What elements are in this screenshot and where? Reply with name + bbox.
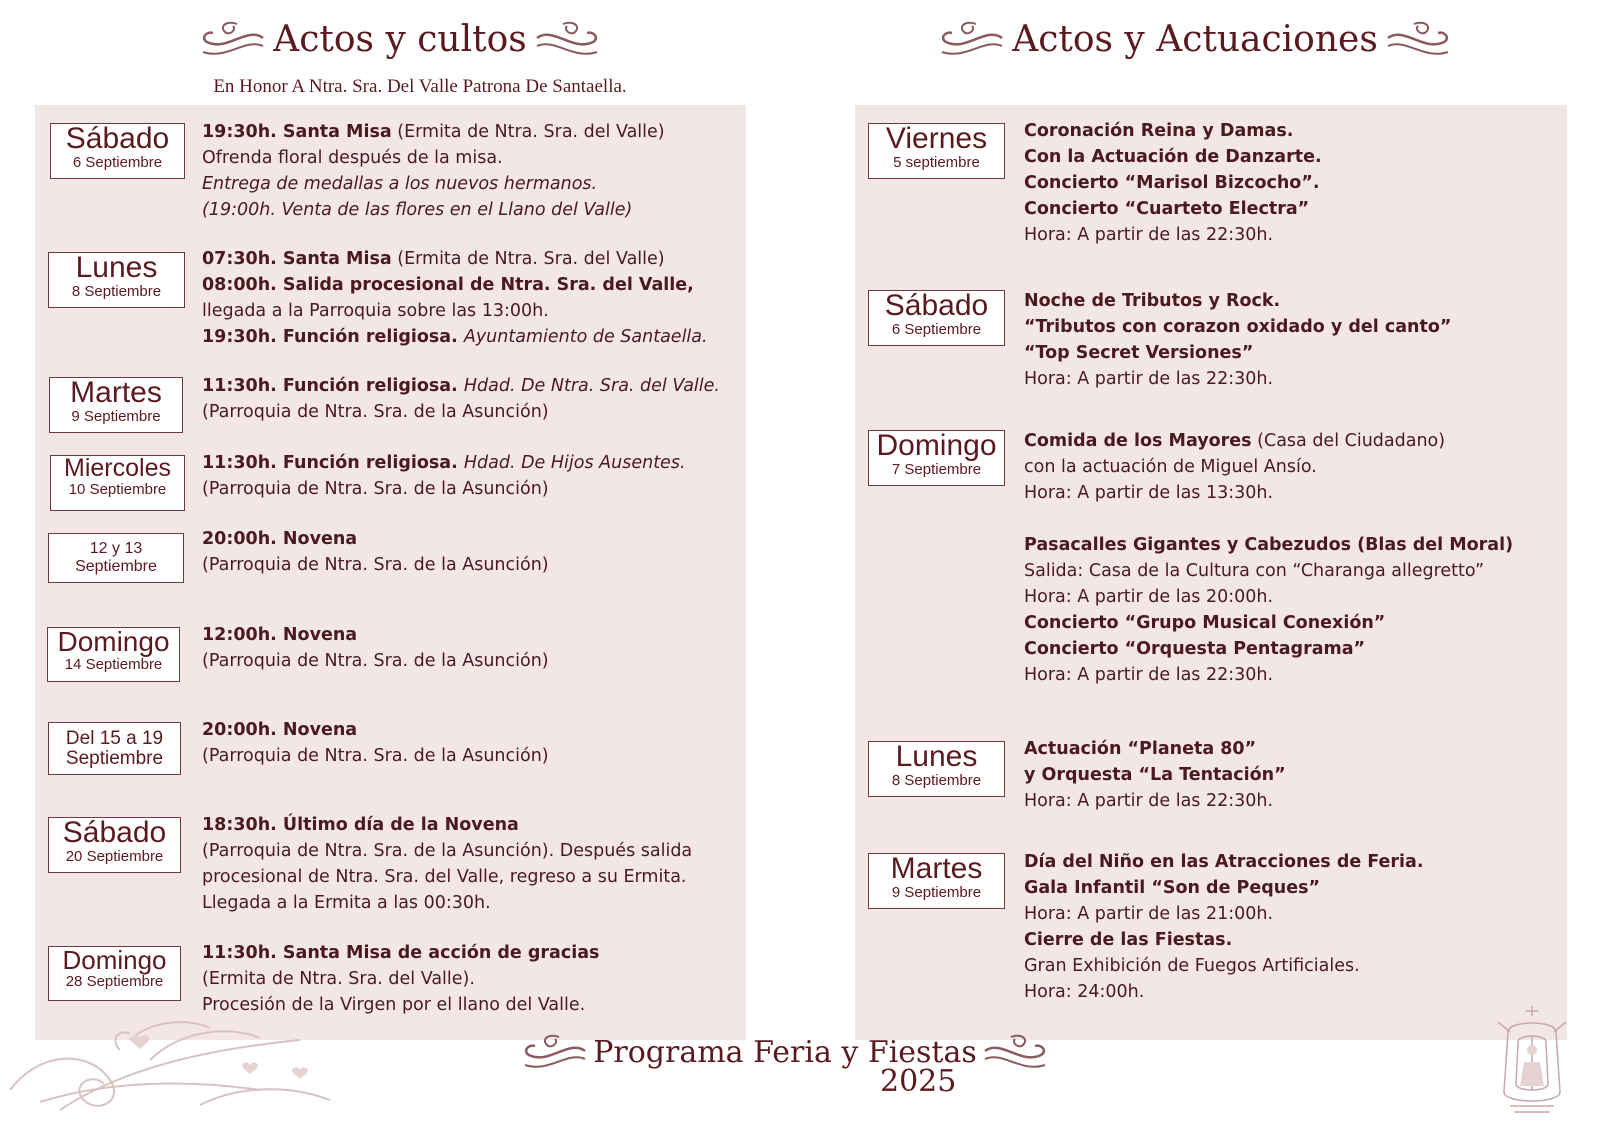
event-line-text: (Parroquia de Ntra. Sra. de la Asunción) bbox=[202, 651, 549, 671]
event-line-bold: 11:30h. Función religiosa. bbox=[202, 453, 464, 473]
date-box bbox=[48, 533, 184, 583]
event-line bbox=[202, 648, 549, 674]
left-heading-title: Actos y cultos bbox=[273, 18, 527, 60]
date-box bbox=[868, 430, 1005, 486]
event-line bbox=[202, 890, 692, 916]
event-line bbox=[1024, 222, 1322, 248]
decorative-swirl-icon bbox=[0, 1010, 360, 1120]
event-line-bold: Con la Actuación de Danzarte. bbox=[1024, 147, 1322, 167]
event-line-bold: 08:00h. Salida procesional de Ntra. Sra. del Valle, bbox=[202, 275, 694, 295]
event-line-bold: 12:00h. Novena bbox=[202, 625, 358, 645]
day-name: Viernes bbox=[885, 123, 988, 155]
event-line-italic: Hdad. De Ntra. Sra. del Valle. bbox=[463, 376, 720, 396]
date-box bbox=[868, 741, 1005, 797]
event-line-text: Hora: A partir de las 22:30h. bbox=[1024, 665, 1274, 685]
event-line-text: (Ermita de Ntra. Sra. del Valle) bbox=[391, 122, 665, 142]
event-line bbox=[1024, 506, 1513, 532]
date-box bbox=[47, 627, 180, 682]
event-line bbox=[202, 476, 686, 502]
day-date: 20 Septiembre bbox=[65, 848, 164, 865]
event-line-bold: y Orquesta “La Tentación” bbox=[1024, 765, 1286, 785]
event-line bbox=[1024, 662, 1513, 688]
left-subheading: En Honor A Ntra. Sra. Del Valle Patrona De Santaella. bbox=[213, 76, 627, 97]
event-line-bold: 19:30h. Función religiosa. bbox=[202, 327, 464, 347]
day-date: Septiembre bbox=[75, 557, 157, 575]
day-name: Martes bbox=[70, 377, 162, 409]
event-line-text: procesional de Ntra. Sra. del Valle, regreso a su Ermita. bbox=[202, 867, 687, 887]
right-heading-title: Actos y Actuaciones bbox=[1012, 18, 1378, 60]
event-line bbox=[1024, 558, 1513, 584]
day-name: Lunes bbox=[895, 741, 978, 773]
day-date: 5 septiembre bbox=[893, 154, 980, 171]
event-block bbox=[202, 622, 549, 674]
day-name: Sábado bbox=[62, 817, 167, 849]
event-line-text: (Parroquia de Ntra. Sra. de la Asunción) bbox=[202, 555, 549, 575]
event-line bbox=[202, 399, 720, 425]
event-line-bold: 20:00h. Novena bbox=[202, 720, 358, 740]
event-line bbox=[202, 171, 665, 197]
event-line-text: Hora: A partir de las 22:30h. bbox=[1024, 369, 1274, 389]
event-line bbox=[202, 298, 708, 324]
event-line-bold: Día del Niño en las Atracciones de Feria. bbox=[1024, 852, 1424, 872]
event-line-text: Hora: 24:00h. bbox=[1024, 982, 1145, 1002]
event-line bbox=[1024, 366, 1451, 392]
flourish-left-icon bbox=[519, 1029, 589, 1075]
event-line bbox=[1024, 144, 1322, 170]
event-line-bold: 19:30h. Santa Misa bbox=[202, 122, 392, 142]
day-date: 14 Septiembre bbox=[64, 656, 163, 673]
event-block bbox=[202, 246, 708, 350]
event-line-text: Procesión de la Virgen por el llano del Valle. bbox=[202, 995, 586, 1015]
event-line bbox=[202, 526, 549, 552]
event-line-bold: 20:00h. Novena bbox=[202, 529, 358, 549]
event-block bbox=[202, 940, 599, 1018]
event-line-bold: Actuación “Planeta 80” bbox=[1024, 739, 1257, 759]
event-line bbox=[1024, 849, 1424, 875]
event-block bbox=[1024, 736, 1286, 814]
day-date: 7 Septiembre bbox=[891, 461, 982, 478]
crest-icon bbox=[1488, 1002, 1576, 1122]
footer-title: Programa Feria y Fiestas bbox=[593, 1034, 977, 1070]
event-line bbox=[202, 940, 599, 966]
event-block bbox=[202, 717, 549, 769]
day-date: 6 Septiembre bbox=[891, 321, 982, 338]
event-line-bold: Coronación Reina y Damas. bbox=[1024, 121, 1294, 141]
event-line-text: (Parroquia de Ntra. Sra. de la Asunción). Después salida bbox=[202, 841, 693, 861]
event-line bbox=[202, 197, 665, 223]
event-line-bold: 18:30h. Último día de la Novena bbox=[202, 815, 519, 835]
event-line-text: con la actuación de Miguel Ansío. bbox=[1024, 457, 1317, 477]
event-line-text: (Ermita de Ntra. Sra. del Valle). bbox=[202, 969, 475, 989]
event-line bbox=[202, 812, 692, 838]
event-line bbox=[202, 622, 549, 648]
flourish-left-icon bbox=[936, 16, 1006, 62]
event-line-italic: Ayuntamiento de Santaella. bbox=[463, 327, 708, 347]
day-name: Miercoles bbox=[64, 455, 171, 482]
event-block bbox=[1024, 118, 1322, 248]
event-block bbox=[202, 373, 720, 425]
date-box bbox=[50, 455, 185, 511]
day-date: 6 Septiembre bbox=[72, 154, 163, 171]
date-box bbox=[48, 722, 181, 775]
event-line bbox=[1024, 170, 1322, 196]
day-name: 12 y 13 bbox=[89, 540, 143, 557]
event-block bbox=[202, 119, 665, 223]
event-line bbox=[202, 373, 720, 399]
event-line bbox=[1024, 196, 1322, 222]
day-date: Septiembre bbox=[65, 747, 164, 769]
event-line-text: llegada a la Parroquia sobre las 13:00h. bbox=[202, 301, 549, 321]
event-line-bold: Cierre de las Fiestas. bbox=[1024, 930, 1233, 950]
right-heading-group bbox=[935, 8, 1455, 70]
event-line bbox=[202, 717, 549, 743]
day-name: Del 15 a 19 bbox=[65, 728, 164, 749]
event-line-text: Hora: A partir de las 22:30h. bbox=[1024, 225, 1274, 245]
event-line bbox=[202, 966, 599, 992]
flourish-right-icon bbox=[533, 16, 603, 62]
date-box bbox=[49, 377, 183, 433]
event-line bbox=[202, 246, 708, 272]
footer-year: 2025 bbox=[880, 1064, 957, 1099]
date-box bbox=[50, 123, 185, 179]
event-line-bold: Noche de Tributos y Rock. bbox=[1024, 291, 1281, 311]
event-line bbox=[1024, 340, 1451, 366]
event-line-italic: Entrega de medallas a los nuevos hermanos. bbox=[202, 174, 598, 194]
event-line bbox=[1024, 762, 1286, 788]
event-line-bold: 11:30h. Función religiosa. bbox=[202, 376, 464, 396]
event-line bbox=[1024, 532, 1513, 558]
event-block bbox=[202, 812, 692, 916]
event-line-text: Hora: A partir de las 13:30h. bbox=[1024, 483, 1274, 503]
event-line bbox=[202, 552, 549, 578]
event-line bbox=[1024, 480, 1513, 506]
event-line-text: (Ermita de Ntra. Sra. del Valle) bbox=[391, 249, 665, 269]
event-line bbox=[1024, 636, 1513, 662]
event-line-italic: (19:00h. Venta de las flores en el Llano del Valle) bbox=[202, 200, 633, 220]
left-heading-group bbox=[190, 8, 610, 70]
event-line bbox=[1024, 454, 1513, 480]
event-line-bold: “Tributos con corazon oxidado y del canto” bbox=[1024, 317, 1452, 337]
event-block bbox=[1024, 288, 1451, 392]
event-line-italic: Hdad. De Hijos Ausentes. bbox=[463, 453, 686, 473]
date-box bbox=[48, 946, 181, 1001]
day-name: Sábado bbox=[884, 290, 989, 322]
event-line-text: Hora: A partir de las 22:30h. bbox=[1024, 791, 1274, 811]
event-line bbox=[1024, 118, 1322, 144]
event-line-text: (Parroquia de Ntra. Sra. de la Asunción) bbox=[202, 479, 549, 499]
event-line bbox=[202, 145, 665, 171]
event-line-bold: “Top Secret Versiones” bbox=[1024, 343, 1254, 363]
event-line bbox=[202, 119, 665, 145]
event-line-bold: Concierto “Orquesta Pentagrama” bbox=[1024, 639, 1366, 659]
event-line bbox=[1024, 610, 1513, 636]
event-line-bold: Pasacalles Gigantes y Cabezudos (Blas del Moral) bbox=[1024, 535, 1514, 555]
event-line bbox=[202, 450, 686, 476]
event-line-text: Hora: A partir de las 21:00h. bbox=[1024, 904, 1274, 924]
event-line-bold: 07:30h. Santa Misa bbox=[202, 249, 392, 269]
footer-heading-group bbox=[510, 1022, 1060, 1082]
event-line-text: Gran Exhibición de Fuegos Artificiales. bbox=[1024, 956, 1360, 976]
event-line bbox=[1024, 736, 1286, 762]
flourish-right-icon bbox=[981, 1029, 1051, 1075]
event-line-bold: Concierto “Grupo Musical Conexión” bbox=[1024, 613, 1386, 633]
date-box bbox=[48, 252, 185, 308]
event-line bbox=[202, 743, 549, 769]
event-line-text: (Casa del Ciudadano) bbox=[1251, 431, 1446, 451]
day-name: Domingo bbox=[57, 627, 170, 657]
event-line-bold: Concierto “Marisol Bizcocho”. bbox=[1024, 173, 1320, 193]
day-date: 9 Septiembre bbox=[891, 884, 982, 901]
event-line bbox=[1024, 584, 1513, 610]
date-box bbox=[868, 123, 1005, 179]
event-line-text: Ofrenda floral después de la misa. bbox=[202, 148, 503, 168]
event-line bbox=[1024, 288, 1451, 314]
flourish-left-icon bbox=[197, 16, 267, 62]
event-block bbox=[202, 526, 549, 578]
event-line bbox=[202, 838, 692, 864]
event-line bbox=[202, 324, 708, 350]
event-line bbox=[202, 864, 692, 890]
event-block bbox=[202, 450, 686, 502]
date-box bbox=[868, 853, 1005, 909]
flourish-right-icon bbox=[1384, 16, 1454, 62]
event-line-bold: Comida de los Mayores bbox=[1024, 431, 1252, 451]
date-box bbox=[48, 817, 181, 873]
day-date: 8 Septiembre bbox=[71, 283, 162, 300]
date-box bbox=[868, 290, 1005, 346]
event-block bbox=[1024, 428, 1513, 688]
event-block bbox=[1024, 849, 1424, 1005]
event-line-text: (Parroquia de Ntra. Sra. de la Asunción) bbox=[202, 746, 549, 766]
day-name: Domingo bbox=[62, 946, 167, 975]
day-name: Martes bbox=[890, 853, 983, 885]
event-line bbox=[1024, 314, 1451, 340]
event-line-bold: Gala Infantil “Son de Peques” bbox=[1024, 878, 1321, 898]
day-date: 9 Septiembre bbox=[71, 408, 161, 425]
day-date: 10 Septiembre bbox=[68, 481, 167, 498]
day-name: Sábado bbox=[65, 123, 170, 155]
event-line bbox=[1024, 979, 1424, 1005]
event-line bbox=[1024, 953, 1424, 979]
event-line-text: Salida: Casa de la Cultura con “Charanga allegretto” bbox=[1024, 561, 1485, 581]
event-line bbox=[1024, 788, 1286, 814]
event-line bbox=[1024, 901, 1424, 927]
event-line-bold: Concierto “Cuarteto Electra” bbox=[1024, 199, 1310, 219]
event-line-text: Hora: A partir de las 20:00h. bbox=[1024, 587, 1274, 607]
day-name: Lunes bbox=[75, 252, 158, 284]
day-date: 28 Septiembre bbox=[65, 973, 164, 990]
day-name: Domingo bbox=[876, 430, 997, 462]
event-line-text: (Parroquia de Ntra. Sra. de la Asunción) bbox=[202, 402, 549, 422]
event-line bbox=[202, 272, 708, 298]
event-line-bold: 11:30h. Santa Misa de acción de gracias bbox=[202, 943, 600, 963]
event-line-text: Llegada a la Ermita a las 00:30h. bbox=[202, 893, 491, 913]
event-line bbox=[1024, 875, 1424, 901]
event-line bbox=[1024, 428, 1513, 454]
event-line bbox=[1024, 927, 1424, 953]
day-date: 8 Septiembre bbox=[891, 772, 982, 789]
